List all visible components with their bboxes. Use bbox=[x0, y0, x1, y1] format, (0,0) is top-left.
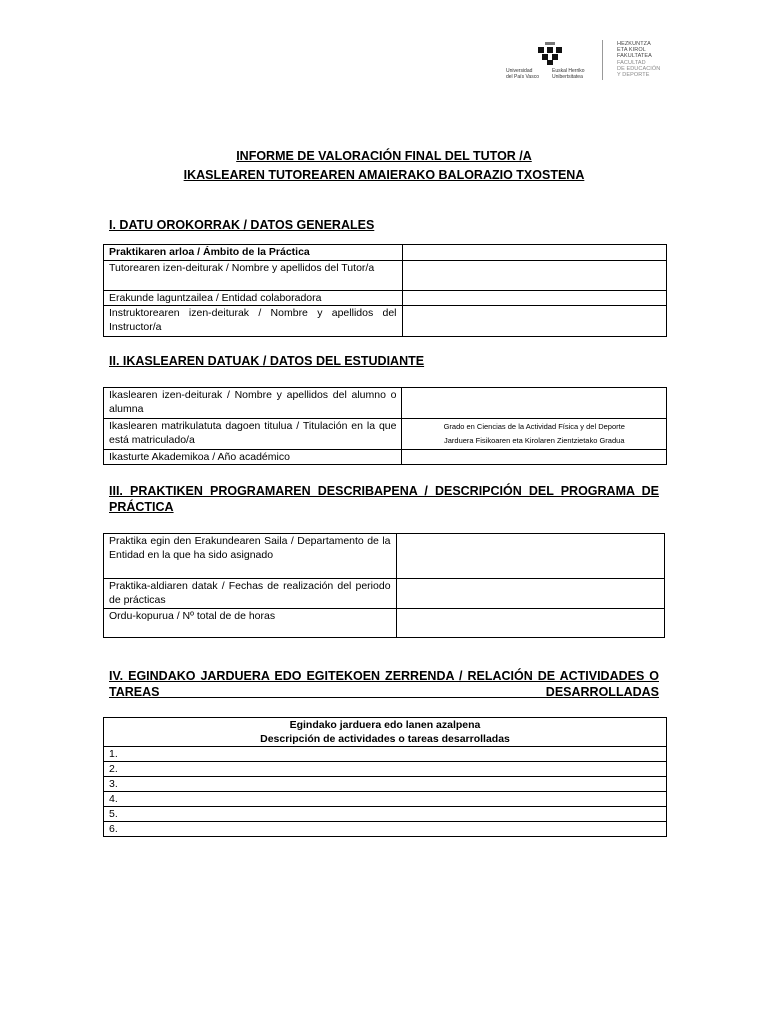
activity-item-4[interactable]: 4. bbox=[104, 792, 667, 807]
degree-es: Grado en Ciencias de la Actividad Física y del Deporte bbox=[443, 422, 625, 431]
section4-heading: IV. EGINDAKO JARDUERA EDO EGITEKOEN ZERRENDA / RELACIÓN DE ACTIVIDADES O TAREAS DESARROLLADAS bbox=[109, 669, 659, 699]
university-name-eu: Euskal Herriko Unibertsitatea bbox=[552, 68, 585, 80]
document-title-line2: IKASLEAREN TUTOREAREN AMAIERAKO BALORAZIO TXOSTENA bbox=[183, 168, 585, 182]
activity-item-1[interactable]: 1. bbox=[104, 747, 667, 762]
label-academic-year: Ikasturte Akademikoa / Año académico bbox=[104, 450, 402, 465]
section3-table bbox=[103, 533, 665, 638]
table-row bbox=[104, 762, 667, 777]
field-degree[interactable] bbox=[402, 419, 667, 450]
faculty-eu-1: HEZKUNTZA bbox=[617, 41, 651, 47]
table-row bbox=[104, 534, 665, 579]
field-instructor-name[interactable] bbox=[402, 306, 666, 337]
activities-header-es: Descripción de actividades o tareas desarrolladas bbox=[260, 733, 510, 745]
table-header-row bbox=[104, 718, 667, 747]
document-title-line1: INFORME DE VALORACIÓN FINAL DEL TUTOR /A bbox=[236, 149, 532, 163]
activities-header-eu: Egindako jarduera edo lanen azalpena bbox=[289, 719, 481, 731]
label-student-name: Ikaslearen izen-deiturak / Nombre y apellidos del alumno o alumna bbox=[104, 388, 402, 419]
faculty-eu-2: ETA KIROL bbox=[617, 47, 646, 54]
label-hours: Ordu-kopurua / Nº total de de horas bbox=[104, 609, 397, 638]
table-row bbox=[104, 747, 667, 762]
label-tutor-name: Tutorearen izen-deiturak / Nombre y apellidos del Tutor/a bbox=[104, 261, 403, 291]
activity-item-3[interactable]: 3. bbox=[104, 777, 667, 792]
university-name-es: Universidad del País Vasco bbox=[506, 68, 539, 80]
label-instructor-name: Instruktorearen izen-deiturak / Nombre y apellidos del Instructor/a bbox=[104, 306, 403, 337]
faculty-name bbox=[617, 41, 660, 78]
table-row bbox=[104, 306, 667, 337]
table-row bbox=[104, 822, 667, 837]
section1-heading: I. DATU OROKORRAK / DATOS GENERALES bbox=[109, 218, 375, 232]
activities-header bbox=[104, 718, 667, 747]
field-collaborating-entity[interactable] bbox=[402, 291, 666, 306]
field-academic-year[interactable] bbox=[402, 450, 667, 465]
field-tutor-name[interactable] bbox=[402, 261, 666, 291]
label-degree: Ikaslearen matrikulatuta dagoen titulua / Titulación en la que está matriculado/a bbox=[104, 419, 402, 450]
table-row bbox=[104, 245, 667, 261]
label-practice-area: Praktikaren arloa / Ámbito de la Práctica bbox=[104, 245, 403, 261]
activity-item-5[interactable]: 5. bbox=[104, 807, 667, 822]
table-row bbox=[104, 579, 665, 609]
table-row bbox=[104, 807, 667, 822]
field-student-name[interactable] bbox=[402, 388, 667, 419]
activity-item-6[interactable]: 6. bbox=[104, 822, 667, 837]
section3-heading: III. PRAKTIKEN PROGRAMAREN DESCRIBAPENA / DESCRIPCIÓN DEL PROGRAMA DE PRÁCTICA bbox=[109, 484, 659, 514]
university-logo bbox=[506, 40, 676, 82]
faculty-eu-3: FAKULTATEA bbox=[617, 53, 652, 60]
faculty-es-1: FACULTAD bbox=[617, 59, 646, 66]
university-emblem-icon bbox=[536, 42, 564, 66]
label-department: Praktika egin den Erakundearen Saila / Departamento de la Entidad en la que ha sido asignado bbox=[104, 534, 397, 579]
activity-item-2[interactable]: 2. bbox=[104, 762, 667, 777]
section2-heading: II. IKASLEAREN DATUAK / DATOS DEL ESTUDIANTE bbox=[109, 354, 425, 368]
faculty-es-2: DE EDUCACIÓN bbox=[617, 65, 661, 72]
table-row bbox=[104, 792, 667, 807]
field-department[interactable] bbox=[396, 534, 664, 579]
field-hours[interactable] bbox=[396, 609, 664, 638]
table-row bbox=[104, 777, 667, 792]
field-practice-area[interactable] bbox=[402, 245, 666, 261]
table-row bbox=[104, 450, 667, 465]
field-dates[interactable] bbox=[396, 579, 664, 609]
section2-table bbox=[103, 387, 667, 465]
degree-eu: Jarduera Fisikoaren eta Kirolaren Zientzietako Gradua bbox=[443, 436, 625, 445]
faculty-es-3: Y DEPORTE bbox=[617, 72, 650, 79]
table-row bbox=[104, 419, 667, 450]
table-row bbox=[104, 388, 667, 419]
table-row bbox=[104, 291, 667, 306]
section1-table bbox=[103, 244, 667, 337]
label-collaborating-entity: Erakunde laguntzailea / Entidad colaboradora bbox=[104, 291, 403, 306]
table-row bbox=[104, 609, 665, 638]
logo-divider bbox=[602, 40, 603, 80]
table-row bbox=[104, 261, 667, 291]
label-dates: Praktika-aldiaren datak / Fechas de realización del periodo de prácticas bbox=[104, 579, 397, 609]
section4-table bbox=[103, 717, 667, 837]
